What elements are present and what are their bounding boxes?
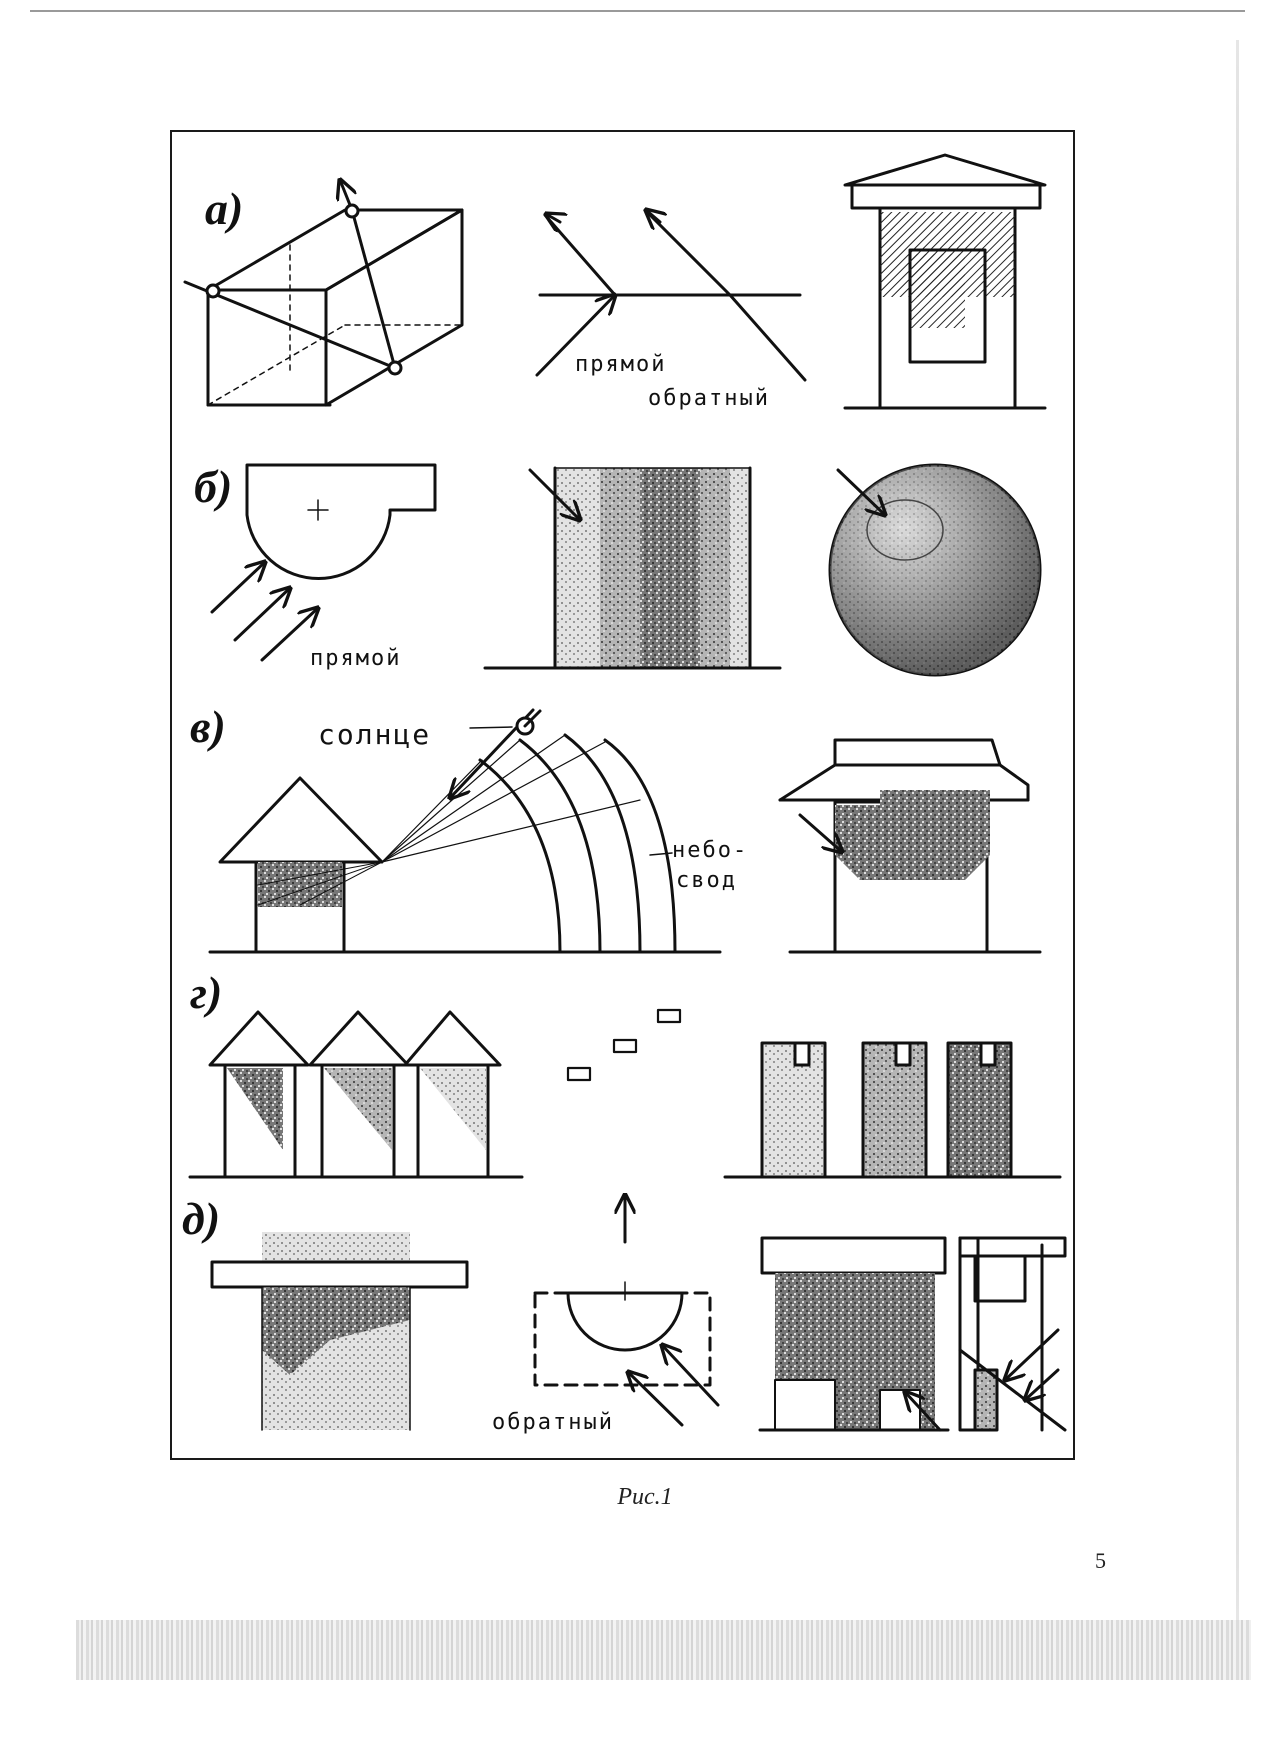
row-label-d: д): [182, 1193, 221, 1244]
label-direct-b: прямой: [310, 646, 402, 671]
row-label-b: б): [194, 461, 233, 512]
row-b-plan: [212, 465, 435, 660]
row-label-a: а): [205, 183, 244, 234]
label-sky-2: свод: [676, 868, 737, 893]
row-c-house-sky: [210, 710, 720, 952]
row-c-overhang: [780, 740, 1040, 952]
row-label-g: г): [190, 967, 223, 1018]
label-reverse-a: обратный: [648, 386, 770, 411]
label-reverse-d: обратный: [492, 1410, 614, 1435]
figure-caption: Рис.1: [617, 1484, 673, 1510]
row-g-houses: [190, 1012, 522, 1177]
row-a-niche: [845, 155, 1045, 408]
row-d-building: [760, 1238, 1065, 1430]
row-label-c: в): [190, 701, 226, 752]
row-g-piers: [725, 1043, 1060, 1177]
row-d-slab: [212, 1232, 467, 1430]
page-number: 5: [1095, 1548, 1106, 1573]
row-b-cylinder: [485, 468, 780, 668]
label-sun: солнце: [318, 718, 432, 751]
label-sky-1: небо-: [672, 838, 749, 863]
row-b-sphere: [830, 465, 1040, 675]
row-g-bricks: [568, 1010, 680, 1080]
row-d-plan: [535, 1195, 718, 1425]
label-direct-a: прямой: [575, 352, 667, 377]
